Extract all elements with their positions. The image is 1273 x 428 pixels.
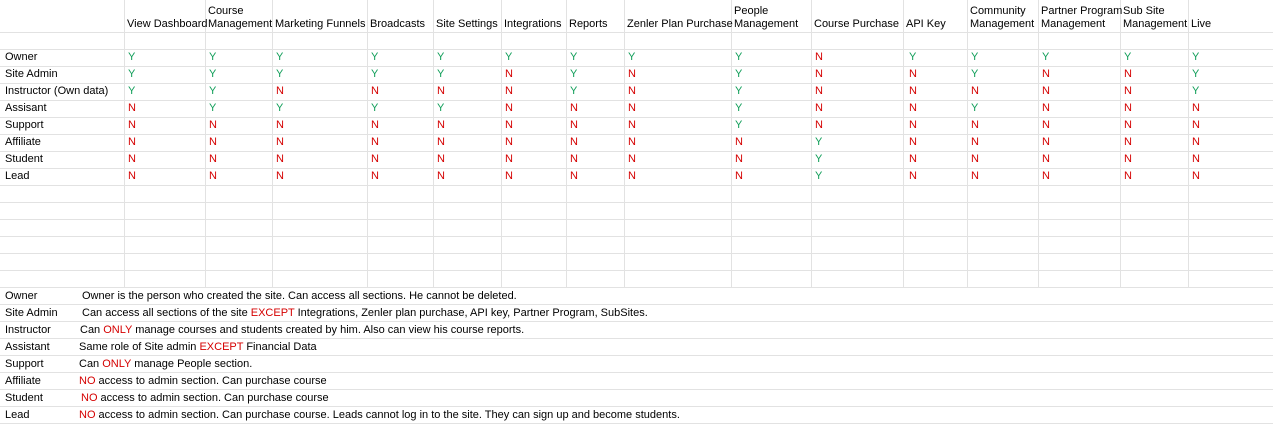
grid-line-horizontal xyxy=(0,423,1273,424)
description-fragment: manage People section. xyxy=(131,358,253,370)
permission-cell[interactable]: N xyxy=(128,102,136,114)
permission-cell[interactable]: N xyxy=(505,85,513,97)
description-role-label[interactable]: Instructor xyxy=(5,324,51,336)
grid-line-vertical xyxy=(811,0,812,287)
grid-line-horizontal xyxy=(0,117,1273,118)
grid-line-vertical xyxy=(272,0,273,287)
column-header[interactable]: Course Management xyxy=(208,5,273,30)
permission-cell[interactable]: N xyxy=(570,153,578,165)
permission-cell[interactable]: Y xyxy=(371,51,379,63)
permission-cell[interactable]: Y xyxy=(209,68,217,80)
permission-cell[interactable]: N xyxy=(815,85,823,97)
permission-cell[interactable]: N xyxy=(505,170,513,182)
grid-line-horizontal xyxy=(0,32,1273,33)
permission-cell[interactable]: N xyxy=(276,85,284,97)
grid-line-vertical xyxy=(624,0,625,287)
column-header[interactable]: Zenler Plan Purchase xyxy=(627,18,733,30)
permission-cell[interactable]: Y xyxy=(437,102,445,114)
permission-cell[interactable]: N xyxy=(815,51,823,63)
description-fragment: access to admin section. Can purchase course. Leads cannot log in to the site. They can sign up and become students. xyxy=(95,409,680,421)
permission-cell[interactable]: N xyxy=(371,136,379,148)
description-role-label[interactable]: Affiliate xyxy=(5,375,41,387)
grid-line-vertical xyxy=(731,0,732,287)
permission-cell[interactable]: Y xyxy=(570,68,578,80)
role-cell[interactable]: Lead xyxy=(5,170,30,182)
grid-line-vertical xyxy=(501,0,502,287)
description-text[interactable] xyxy=(82,288,517,304)
permission-cell[interactable]: Y xyxy=(276,68,284,80)
permission-cell[interactable]: Y xyxy=(209,85,217,97)
description-fragment: Can xyxy=(80,324,104,336)
permission-cell[interactable]: N xyxy=(971,136,979,148)
highlight-keyword: NO xyxy=(79,409,96,421)
permission-cell[interactable]: N xyxy=(1042,119,1050,131)
grid-line-horizontal xyxy=(0,49,1273,50)
permission-cell[interactable]: N xyxy=(628,153,636,165)
grid-line-horizontal xyxy=(0,185,1273,186)
permission-cell[interactable]: N xyxy=(1124,153,1132,165)
permission-cell[interactable]: N xyxy=(628,68,636,80)
description-fragment: Integrations, Zenler plan purchase, API key, Partner Program, SubSites. xyxy=(294,307,648,319)
grid-line-horizontal xyxy=(0,236,1273,237)
column-header[interactable]: Broadcasts xyxy=(370,18,426,30)
description-text[interactable] xyxy=(81,390,329,406)
permission-cell[interactable]: N xyxy=(209,119,217,131)
grid-line-horizontal xyxy=(0,83,1273,84)
permission-cell[interactable]: N xyxy=(628,85,636,97)
description-role-label[interactable]: Owner xyxy=(5,290,38,302)
permission-cell[interactable]: N xyxy=(128,153,136,165)
permission-cell[interactable]: N xyxy=(909,102,917,114)
permission-cell[interactable]: N xyxy=(909,85,917,97)
permission-cell[interactable]: Y xyxy=(735,119,743,131)
permission-cell[interactable]: Y xyxy=(1192,68,1200,80)
column-header[interactable]: Sub Site Management xyxy=(1123,5,1188,30)
permission-cell[interactable]: Y xyxy=(735,85,743,97)
permission-cell[interactable]: N xyxy=(371,119,379,131)
permission-cell[interactable]: N xyxy=(371,170,379,182)
permission-cell[interactable]: Y xyxy=(505,51,513,63)
permission-cell[interactable]: N xyxy=(1192,170,1200,182)
permission-cell[interactable]: N xyxy=(505,136,513,148)
permission-cell[interactable]: N xyxy=(1192,153,1200,165)
role-cell[interactable]: Affiliate xyxy=(5,136,41,148)
grid-line-horizontal xyxy=(0,66,1273,67)
permission-cell[interactable]: Y xyxy=(437,68,445,80)
permission-cell[interactable]: Y xyxy=(1192,85,1200,97)
grid-line-horizontal xyxy=(0,151,1273,152)
permission-cell[interactable]: Y xyxy=(815,136,823,148)
highlight-keyword: EXCEPT xyxy=(199,341,244,353)
permission-cell[interactable]: N xyxy=(570,119,578,131)
permission-cell[interactable]: N xyxy=(1042,85,1050,97)
description-role-label[interactable]: Site Admin xyxy=(5,307,58,319)
permission-cell[interactable]: Y xyxy=(437,51,445,63)
permission-cell[interactable]: Y xyxy=(971,68,979,80)
permission-cell[interactable]: N xyxy=(371,85,379,97)
description-text[interactable] xyxy=(79,356,252,372)
permission-cell[interactable]: N xyxy=(505,119,513,131)
permission-cell[interactable]: N xyxy=(909,119,917,131)
permission-cell[interactable]: Y xyxy=(815,170,823,182)
permission-cell[interactable]: N xyxy=(909,136,917,148)
grid-line-vertical xyxy=(433,0,434,287)
permission-cell[interactable]: Y xyxy=(276,102,284,114)
permission-cell[interactable]: N xyxy=(371,153,379,165)
role-cell[interactable]: Assisant xyxy=(5,102,47,114)
description-fragment: Can xyxy=(79,358,103,370)
permission-cell[interactable]: N xyxy=(505,68,513,80)
grid-line-vertical xyxy=(1188,0,1189,287)
permission-cell[interactable]: N xyxy=(1042,153,1050,165)
permission-cell[interactable]: N xyxy=(570,170,578,182)
permission-cell[interactable]: Y xyxy=(371,68,379,80)
permission-cell[interactable]: N xyxy=(1124,119,1132,131)
permission-cell[interactable]: Y xyxy=(570,51,578,63)
description-role-label[interactable]: Support xyxy=(5,358,44,370)
grid-line-vertical xyxy=(1120,0,1121,287)
description-fragment: Financial Data xyxy=(243,341,317,353)
permission-cell[interactable]: N xyxy=(276,170,284,182)
permission-cell[interactable]: Y xyxy=(735,51,743,63)
description-role-label[interactable]: Lead xyxy=(5,409,30,421)
description-text[interactable] xyxy=(79,339,317,355)
description-text[interactable] xyxy=(79,373,327,389)
description-fragment: access to admin section. Can purchase course xyxy=(95,375,327,387)
permission-cell[interactable]: N xyxy=(628,170,636,182)
role-cell[interactable]: Student xyxy=(5,153,43,165)
grid-line-vertical xyxy=(124,0,125,287)
permission-cell[interactable]: Y xyxy=(735,102,743,114)
permission-cell[interactable]: N xyxy=(909,68,917,80)
column-header[interactable]: Live xyxy=(1191,18,1212,30)
permission-cell[interactable]: N xyxy=(209,136,217,148)
permission-cell[interactable]: Y xyxy=(971,102,979,114)
permission-cell[interactable]: Y xyxy=(209,51,217,63)
role-cell[interactable]: Owner xyxy=(5,51,38,63)
grid-line-vertical xyxy=(903,0,904,287)
description-fragment: manage courses and students created by him. Also can view his course reports. xyxy=(132,324,525,336)
permission-cell[interactable]: N xyxy=(209,153,217,165)
column-header[interactable]: People Management xyxy=(734,5,799,30)
permission-cell[interactable]: Y xyxy=(276,51,284,63)
grid-line-horizontal xyxy=(0,134,1273,135)
column-header[interactable]: API Key xyxy=(906,18,946,30)
permission-cell[interactable]: N xyxy=(276,136,284,148)
grid-line-horizontal xyxy=(0,202,1273,203)
permission-cell[interactable]: N xyxy=(735,136,743,148)
description-role-label[interactable]: Assistant xyxy=(5,341,50,353)
permission-cell[interactable]: N xyxy=(815,68,823,80)
column-header[interactable]: Partner Program Management xyxy=(1041,5,1123,30)
description-text[interactable] xyxy=(82,305,648,321)
role-cell[interactable]: Site Admin xyxy=(5,68,58,80)
permission-cell[interactable]: Y xyxy=(735,68,743,80)
grid-line-vertical xyxy=(1038,0,1039,287)
highlight-keyword: ONLY xyxy=(102,358,132,370)
permission-cell[interactable]: N xyxy=(909,153,917,165)
permission-cell[interactable]: N xyxy=(1124,85,1132,97)
permission-cell[interactable]: N xyxy=(971,153,979,165)
permission-cell[interactable]: Y xyxy=(815,153,823,165)
permission-cell[interactable]: N xyxy=(570,136,578,148)
permission-cell[interactable]: N xyxy=(1042,136,1050,148)
permission-cell[interactable]: N xyxy=(1124,170,1132,182)
permission-cell[interactable]: N xyxy=(505,102,513,114)
grid-line-horizontal xyxy=(0,219,1273,220)
highlight-keyword: NO xyxy=(79,375,96,387)
description-fragment: Can access all sections of the site xyxy=(82,307,251,319)
permission-cell[interactable]: N xyxy=(276,153,284,165)
permission-cell[interactable]: N xyxy=(628,119,636,131)
permission-cell[interactable]: N xyxy=(128,170,136,182)
permission-cell[interactable]: N xyxy=(437,136,445,148)
permission-cell[interactable]: N xyxy=(437,119,445,131)
description-text[interactable] xyxy=(79,407,680,423)
permission-cell[interactable]: Y xyxy=(909,51,917,63)
permission-cell[interactable]: N xyxy=(128,136,136,148)
column-header[interactable]: Site Settings xyxy=(436,18,498,30)
permission-cell[interactable]: Y xyxy=(128,68,136,80)
column-header[interactable]: Marketing Funnels xyxy=(275,18,366,30)
grid-line-vertical xyxy=(566,0,567,287)
grid-line-horizontal xyxy=(0,100,1273,101)
grid-line-vertical xyxy=(367,0,368,287)
permission-cell[interactable]: N xyxy=(1042,68,1050,80)
grid-line-vertical xyxy=(967,0,968,287)
permission-cell[interactable]: N xyxy=(628,102,636,114)
permission-cell[interactable]: N xyxy=(735,170,743,182)
permission-cell[interactable]: Y xyxy=(128,51,136,63)
permission-cell[interactable]: N xyxy=(1042,170,1050,182)
permission-cell[interactable]: Y xyxy=(128,85,136,97)
permission-cell[interactable]: N xyxy=(971,170,979,182)
permission-cell[interactable]: N xyxy=(1192,102,1200,114)
permission-cell[interactable]: N xyxy=(909,170,917,182)
permission-cell[interactable]: N xyxy=(570,102,578,114)
permission-cell[interactable]: N xyxy=(1192,136,1200,148)
permission-cell[interactable]: N xyxy=(628,136,636,148)
permission-cell[interactable]: N xyxy=(1124,136,1132,148)
permission-cell[interactable]: Y xyxy=(1124,51,1132,63)
column-header[interactable]: Community Management xyxy=(970,5,1035,30)
column-header[interactable]: Integrations xyxy=(504,18,562,30)
highlight-keyword: ONLY xyxy=(103,324,133,336)
description-fragment: Same role of Site admin xyxy=(79,341,200,353)
permission-cell[interactable]: N xyxy=(437,170,445,182)
permission-cell[interactable]: Y xyxy=(570,85,578,97)
highlight-keyword: NO xyxy=(81,392,98,404)
description-fragment: access to admin section. Can purchase course xyxy=(97,392,329,404)
permission-cell[interactable]: N xyxy=(1124,68,1132,80)
permission-cell[interactable]: N xyxy=(735,153,743,165)
role-cell[interactable]: Support xyxy=(5,119,44,131)
permission-cell[interactable]: Y xyxy=(628,51,636,63)
highlight-keyword: EXCEPT xyxy=(250,307,295,319)
permission-cell[interactable]: N xyxy=(815,119,823,131)
permission-cell[interactable]: N xyxy=(1042,102,1050,114)
role-cell[interactable]: Instructor (Own data) xyxy=(5,85,109,97)
permission-cell[interactable]: Y xyxy=(1042,51,1050,63)
grid-line-horizontal xyxy=(0,168,1273,169)
permission-cell[interactable]: N xyxy=(437,153,445,165)
grid-line-vertical xyxy=(205,0,206,287)
column-header[interactable]: Reports xyxy=(569,18,608,30)
grid-line-horizontal xyxy=(0,253,1273,254)
permission-cell[interactable]: N xyxy=(971,85,979,97)
permission-cell[interactable]: N xyxy=(209,170,217,182)
permission-cell[interactable]: N xyxy=(1124,102,1132,114)
column-header[interactable]: View Dashboard xyxy=(127,18,208,30)
permission-cell[interactable]: N xyxy=(128,119,136,131)
permission-cell[interactable]: N xyxy=(815,102,823,114)
permission-cell[interactable]: N xyxy=(971,119,979,131)
grid-line-horizontal xyxy=(0,270,1273,271)
description-role-label[interactable]: Student xyxy=(5,392,43,404)
description-fragment: Owner is the person who created the site. Can access all sections. He cannot be deleted. xyxy=(82,290,517,302)
column-header[interactable]: Course Purchase xyxy=(814,18,899,30)
permission-cell[interactable]: Y xyxy=(371,102,379,114)
permission-cell[interactable]: Y xyxy=(1192,51,1200,63)
permission-cell[interactable]: Y xyxy=(209,102,217,114)
permission-cell[interactable]: N xyxy=(437,85,445,97)
permission-cell[interactable]: N xyxy=(276,119,284,131)
permission-cell[interactable]: N xyxy=(505,153,513,165)
description-text[interactable] xyxy=(80,322,524,338)
permission-cell[interactable]: N xyxy=(1192,119,1200,131)
permission-cell[interactable]: Y xyxy=(971,51,979,63)
